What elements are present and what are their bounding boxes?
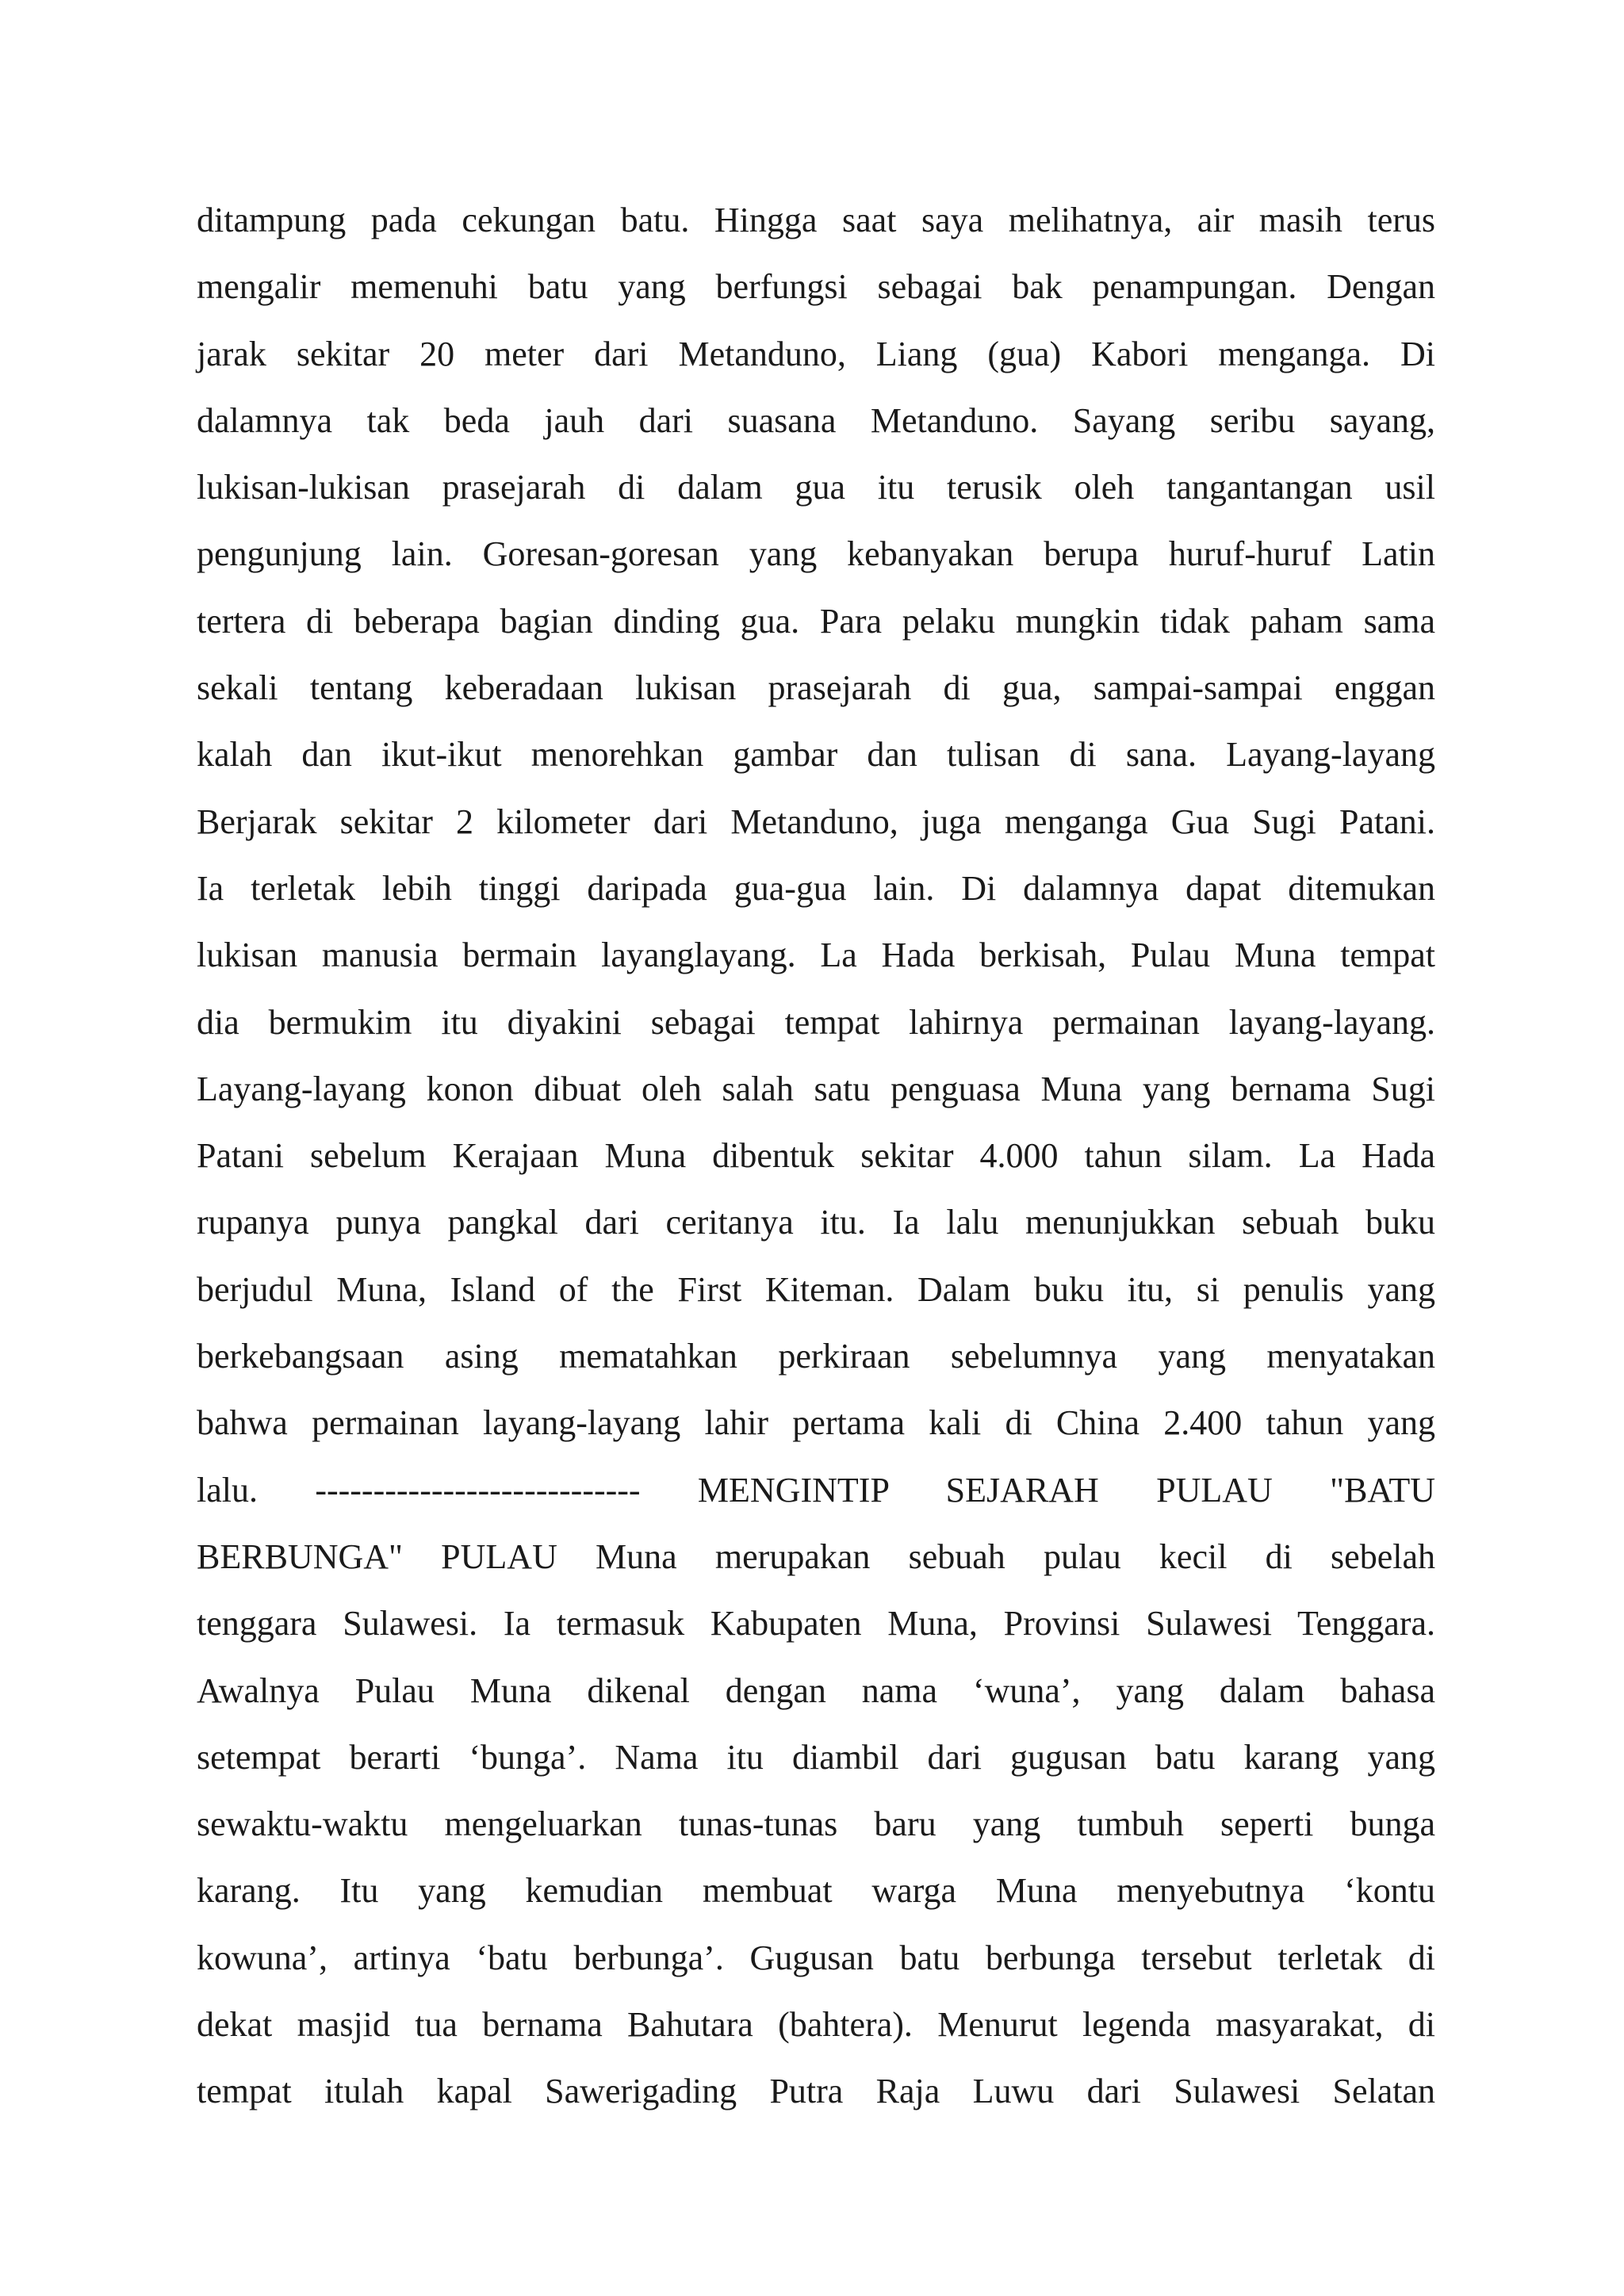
- text-line-4: dalamnya tak beda jauh dari suasana Metanduno. Sayang seribu sayang,: [197, 400, 1435, 440]
- text-line-10: Berjarak sekitar 2 kilometer dari Metanduno, juga menganga Gua Sugi Patani.: [197, 802, 1435, 841]
- text-line-3: jarak sekitar 20 meter dari Metanduno, Liang (gua) Kabori menganga. Di: [197, 334, 1435, 373]
- body-text: [197, 187, 1435, 2126]
- text-line-27: kowuna’, artinya ‘batu berbunga’. Gugusan batu berbunga tersebut terletak di: [197, 1938, 1435, 1977]
- text-line-9: kalah dan ikut-ikut menorehkan gambar dan tulisan di sana. Layang-layang: [197, 735, 1435, 775]
- text-line-23: Awalnya Pulau Muna dikenal dengan nama ‘wuna’, yang dalam bahasa: [197, 1670, 1435, 1710]
- text-line-21: BERBUNGA" PULAU Muna merupakan sebuah pulau kecil di sebelah: [197, 1536, 1435, 1576]
- text-line-12: lukisan manusia bermain layanglayang. La Hada berkisah, Pulau Muna tempat: [197, 936, 1435, 975]
- text-line-6: pengunjung lain. Goresan-goresan yang kebanyakan berupa huruf-huruf Latin: [197, 534, 1435, 574]
- text-line-13: dia bermukim itu diyakini sebagai tempat lahirnya permainan layang-layang.: [197, 1002, 1435, 1042]
- text-line-24: setempat berarti ‘bunga’. Nama itu diambil dari gugusan batu karang yang: [197, 1737, 1435, 1777]
- text-line-19: bahwa permainan layang-layang lahir pertama kali di China 2.400 tahun yang: [197, 1403, 1435, 1443]
- text-line-7: tertera di beberapa bagian dinding gua. Para pelaku mungkin tidak paham sama: [197, 601, 1435, 641]
- text-line-5: lukisan-lukisan prasejarah di dalam gua itu terusik oleh tangantangan usil: [197, 468, 1435, 507]
- text-line-28: dekat masjid tua bernama Bahutara (bahtera). Menurut legenda masyarakat, di: [197, 2005, 1435, 2045]
- text-line-14: Layang-layang konon dibuat oleh salah satu penguasa Muna yang bernama Sugi: [197, 1069, 1435, 1108]
- text-line-2: mengalir memenuhi batu yang berfungsi sebagai bak penampungan. Dengan: [197, 267, 1435, 307]
- text-line-15: Patani sebelum Kerajaan Muna dibentuk sekitar 4.000 tahun silam. La Hada: [197, 1136, 1435, 1176]
- text-line-1: ditampung pada cekungan batu. Hingga saat saya melihatnya, air masih terus: [197, 201, 1435, 239]
- text-line-29: tempat itulah kapal Sawerigading Putra Raja Luwu dari Sulawesi Selatan: [197, 2072, 1435, 2111]
- text-line-25: sewaktu-waktu mengeluarkan tunas-tunas baru yang tumbuh seperti bunga: [197, 1804, 1435, 1844]
- text-line-16: rupanya punya pangkal dari ceritanya itu. Ia lalu menunjukkan sebuah buku: [197, 1203, 1435, 1242]
- text-line-22: tenggara Sulawesi. Ia termasuk Kabupaten Muna, Provinsi Sulawesi Tenggara.: [197, 1604, 1435, 1644]
- text-line-11: Ia terletak lebih tinggi daripada gua-gua lain. Di dalamnya dapat ditemukan: [197, 868, 1435, 908]
- text-line-18: berkebangsaan asing mematahkan perkiraan sebelumnya yang menyatakan: [197, 1337, 1435, 1376]
- text-line-20: lalu. ---------------------------- MENGINTIP SEJARAH PULAU "BATU: [197, 1470, 1435, 1510]
- text-line-17: berjudul Muna, Island of the First Kiteman. Dalam buku itu, si penulis yang: [197, 1269, 1435, 1309]
- text-line-26: karang. Itu yang kemudian membuat warga Muna menyebutnya ‘kontu: [197, 1871, 1435, 1911]
- text-line-8: sekali tentang keberadaan lukisan prasejarah di gua, sampai-sampai enggan: [197, 668, 1435, 708]
